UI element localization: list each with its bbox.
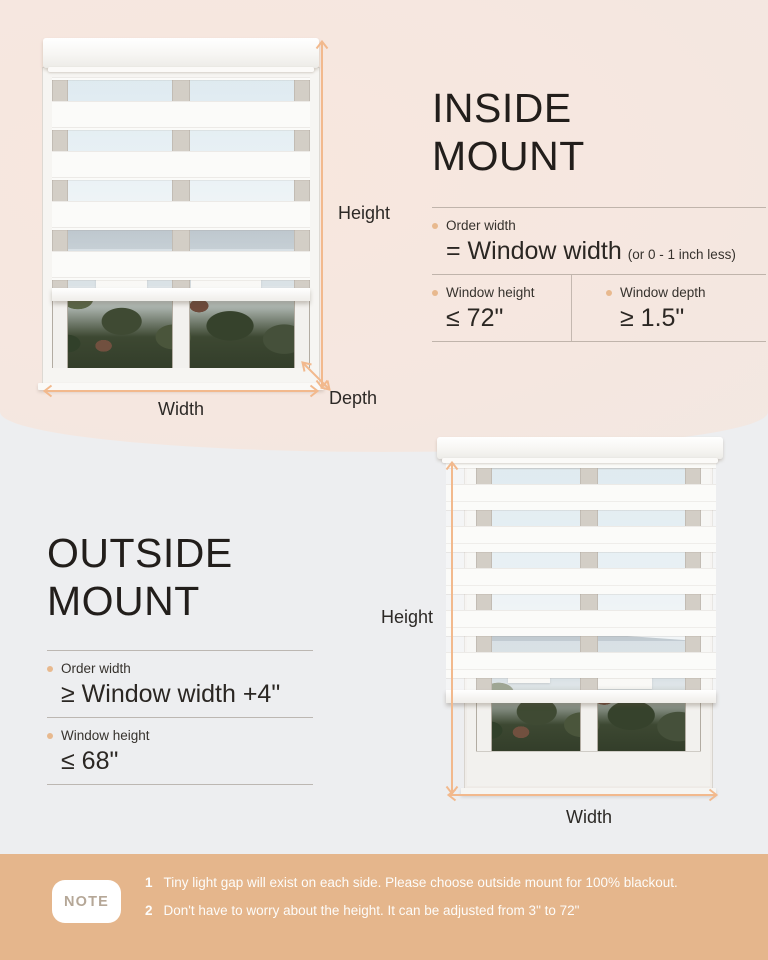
window-height-spec [432, 275, 572, 341]
spec-value: ≥ 1.5" [620, 304, 685, 332]
width-label: Width [158, 399, 205, 419]
note-item [145, 874, 725, 892]
divider [432, 341, 766, 342]
depth-label: Depth [329, 388, 378, 408]
spec-label: Window height [61, 728, 150, 743]
note-badge: NOTE [52, 880, 121, 923]
outside-mount-title [47, 529, 313, 625]
title-line: MOUNT [47, 578, 200, 624]
width-arrow [42, 384, 320, 398]
inside-mount-panel [432, 84, 766, 342]
note-item [145, 902, 725, 920]
window-depth-spec [572, 275, 766, 341]
order-width-spec [47, 651, 313, 717]
note-number: 2 [145, 903, 153, 918]
height-arrow [445, 460, 459, 796]
note-number: 1 [145, 875, 153, 890]
note-text: Tiny light gap will exist on each side. Please choose outside mount for 100% blackout. [163, 875, 678, 890]
spec-label: Window height [446, 285, 535, 300]
height-label: Height [381, 607, 434, 627]
width-label: Width [566, 807, 613, 827]
height-arrow [315, 39, 329, 390]
spec-label-line [47, 661, 313, 676]
inside-mount-section [0, 0, 768, 452]
note-text: Don't have to worry about the height. It can be adjusted from 3" to 72" [163, 903, 580, 918]
depth-arrow [299, 359, 333, 393]
zebra-blind [446, 459, 716, 703]
blind-bottom-bar [52, 288, 310, 301]
spec-label-line [432, 285, 571, 300]
spec-value: ≤ 68" [61, 747, 119, 775]
spec-columns [432, 275, 766, 341]
window-height-spec [47, 718, 313, 784]
title-line: MOUNT [432, 133, 585, 179]
spec-label-line [606, 285, 766, 300]
spec-value-main: = Window width [446, 237, 622, 265]
spec-label-line [432, 218, 766, 233]
blind-headrail [437, 437, 723, 459]
spec-label: Window depth [620, 285, 706, 300]
spec-value [432, 237, 766, 266]
note-list [145, 874, 725, 930]
bullet-icon [606, 290, 612, 296]
inside-mount-title [432, 84, 766, 180]
blind-bottom-bar [446, 690, 716, 703]
bullet-icon [47, 666, 53, 672]
title-line: OUTSIDE [47, 530, 233, 576]
width-arrow [446, 788, 719, 802]
bullet-icon [432, 290, 438, 296]
order-width-spec [432, 208, 766, 274]
spec-value: ≥ Window width +4" [61, 680, 281, 708]
spec-label: Order width [446, 218, 516, 233]
divider [47, 784, 313, 785]
height-label: Height [338, 203, 391, 223]
blind-headrail [43, 38, 319, 68]
spec-label-line [47, 728, 313, 743]
window-sash-bottom [476, 751, 701, 777]
bullet-icon [47, 733, 53, 739]
inside-mount-window-illustration [43, 38, 319, 390]
zebra-blind [52, 77, 310, 301]
spec-value-suffix: (or 0 - 1 inch less) [627, 247, 736, 262]
title-line: INSIDE [432, 85, 572, 131]
bullet-icon [432, 223, 438, 229]
spec-label: Order width [61, 661, 131, 676]
window-frame [43, 68, 319, 384]
outside-mount-panel [47, 529, 313, 785]
spec-value: ≤ 72" [446, 304, 504, 332]
note-band [0, 854, 768, 960]
